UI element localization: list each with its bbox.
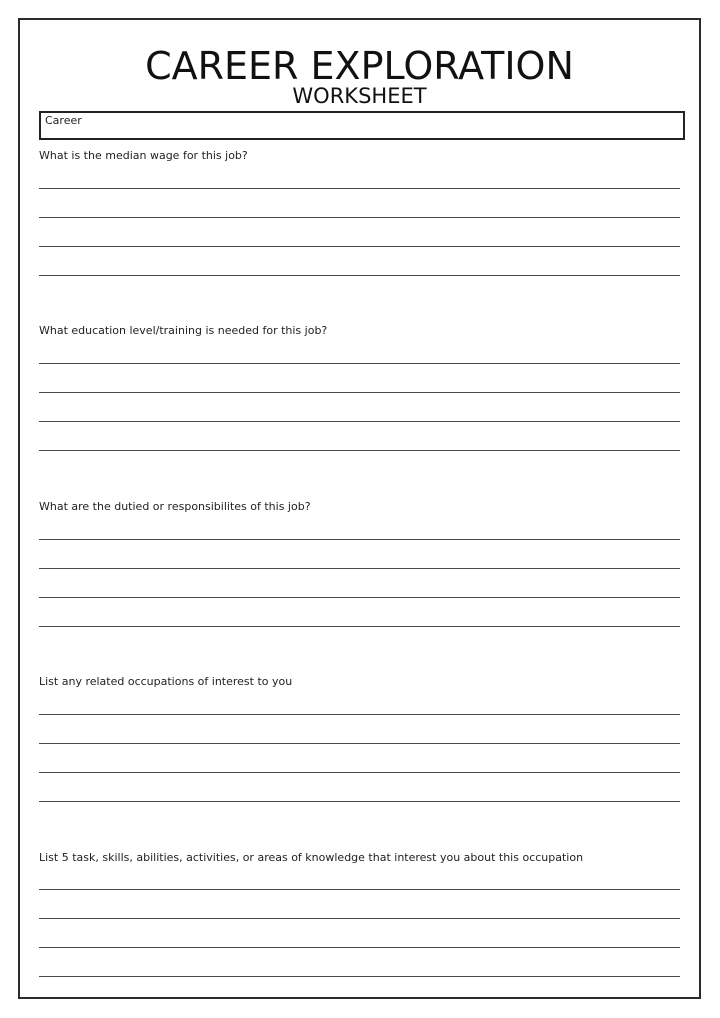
answer-line[interactable] <box>39 714 680 715</box>
answer-line[interactable] <box>39 801 680 802</box>
answer-line[interactable] <box>39 889 680 890</box>
worksheet-title: CAREER EXPLORATION <box>145 44 574 88</box>
answer-line[interactable] <box>39 421 680 422</box>
answer-line[interactable] <box>39 626 680 627</box>
question-duties: What are the dutied or responsibilites of this job? <box>39 500 311 513</box>
answer-line[interactable] <box>39 363 680 364</box>
answer-line[interactable] <box>39 450 680 451</box>
answer-line[interactable] <box>39 976 680 977</box>
answer-line[interactable] <box>39 392 680 393</box>
answer-line[interactable] <box>39 188 680 189</box>
answer-line[interactable] <box>39 743 680 744</box>
question-median-wage: What is the median wage for this job? <box>39 149 248 162</box>
worksheet-subtitle: WORKSHEET <box>292 84 427 108</box>
answer-line[interactable] <box>39 597 680 598</box>
answer-line[interactable] <box>39 568 680 569</box>
answer-line[interactable] <box>39 539 680 540</box>
answer-line[interactable] <box>39 918 680 919</box>
answer-line[interactable] <box>39 275 680 276</box>
career-field-label: Career <box>45 114 82 127</box>
answer-line[interactable] <box>39 246 680 247</box>
question-related-occupations: List any related occupations of interest to you <box>39 675 293 688</box>
worksheet-page <box>18 18 701 999</box>
answer-line[interactable] <box>39 772 680 773</box>
question-education-level: What education level/training is needed for this job? <box>39 324 328 337</box>
career-field[interactable] <box>39 111 685 140</box>
answer-line[interactable] <box>39 947 680 948</box>
answer-line[interactable] <box>39 217 680 218</box>
question-interests: List 5 task, skills, abilities, activities, or areas of knowledge that interest you about this occupation <box>39 851 584 864</box>
